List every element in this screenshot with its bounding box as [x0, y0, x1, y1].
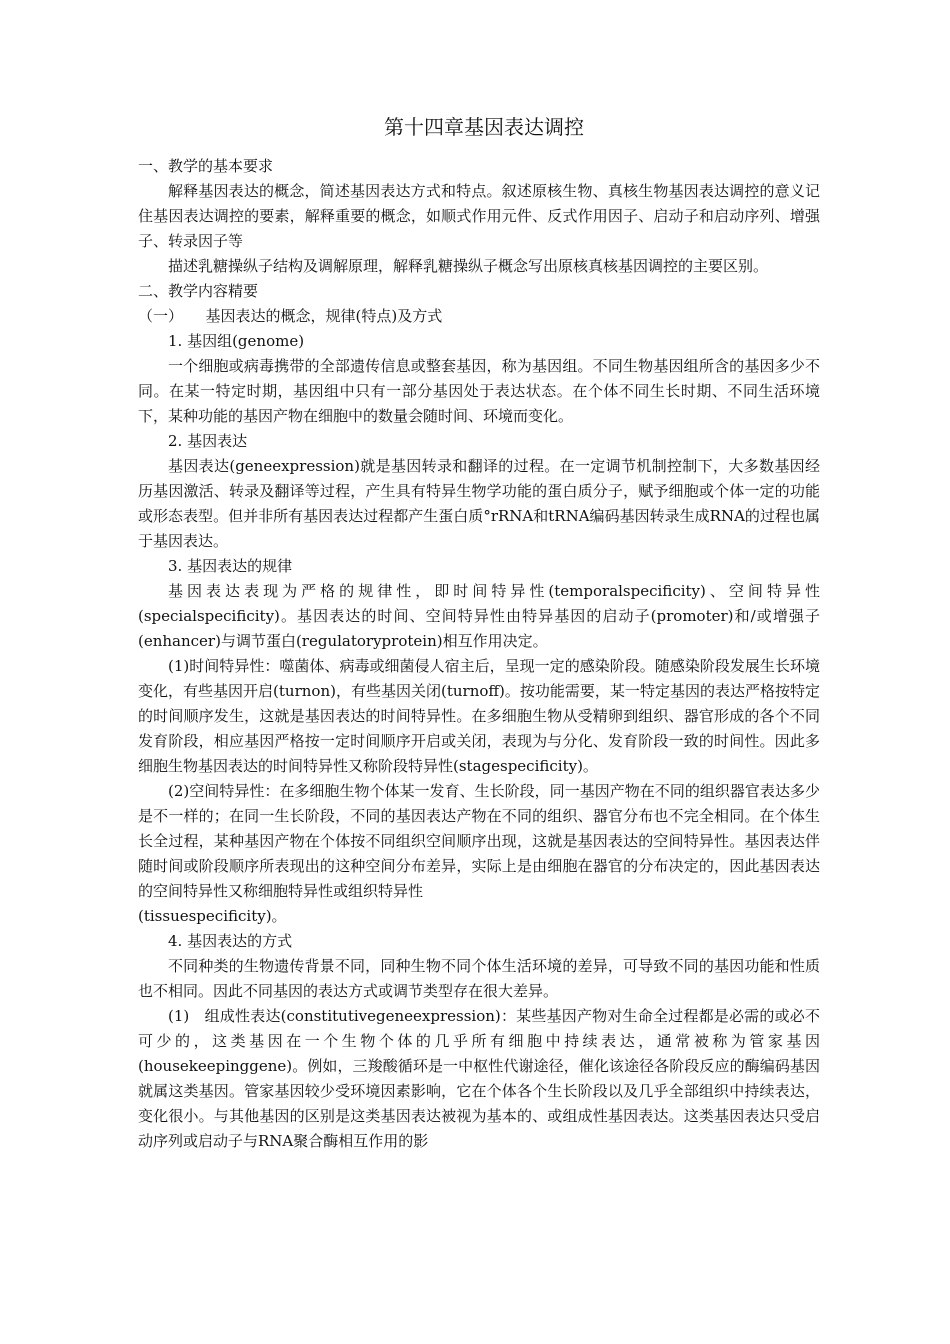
section-heading-content: 二、教学内容精要 — [138, 282, 259, 300]
item-heading-expression: 2. 基因表达 — [168, 432, 248, 450]
item-heading-rules: 3. 基因表达的规律 — [168, 557, 293, 575]
paragraph: 基因表达(geneexpression)就是基因转录和翻译的过程。在一定调节机制控制下，大多数基因经历基因激活、转录及翻译等过程，产生具有特异生物学功能的蛋白质分子，赋予细胞或个体一定的功能或形态表型。但并非所有基因表达过程都产生蛋白质°rRNA和tRNA编码基因转录生成RNA的过程也属于基因表达。 — [138, 457, 820, 550]
item-heading-genome: 1. 基因组(genome) — [168, 332, 305, 350]
paragraph: 解释基因表达的概念，简述基因表达方式和特点。叙述原核生物、真核生物基因表达调控的意义记住基因表达调控的要素，解释重要的概念，如顺式作用元件、反式作用因子、启动子和启动序列、增强子、转录因子等 — [138, 182, 820, 250]
page-title: 第十四章基因表达调控 — [384, 115, 584, 139]
paragraph: (1)时间特异性：噬菌体、病毒或细菌侵人宿主后，呈现一定的感染阶段。随感染阶段发展生长环境变化，有些基因开启(turnon)，有些基因关闭(turnoff)。按功能需要，某一特定基因的表达严格按特定的时间顺序发生，这就是基因表达的时间特异性。在多细胞生物从受精卵到组织、器官形成的各个不同发育阶段，相应基因严格按一定时间顺序开启或关闭，表现为与分化、发育阶段一致的时间性。因此多细胞生物基因表达的时间特异性又称阶段特异性(stagespecificity)。 — [138, 657, 820, 775]
paragraph: 基因表达表现为严格的规律性，即时间特异性(temporalspecificity)、空间特异性(specialspecificity)。基因表达的时间、空间特异性由特异基因的启动子(promoter)和/或增强子(enhancer)与调节蛋白(regulatoryprotein)相互作用决定。 — [138, 582, 820, 650]
item-heading-modes: 4. 基因表达的方式 — [168, 932, 293, 950]
section-heading-requirements: 一、教学的基本要求 — [138, 157, 274, 175]
paragraph: (1) 组成性表达(constitutivegeneexpression)：某些基因产物对生命全过程都是必需的或必不可少的，这类基因在一个生物个体的几乎所有细胞中持续表达，通常被称为管家基因(housekeepinggene)。例如，三羧酸循环是一中枢性代谢途径，催化该途径各阶段反应的酶编码基因就属这类基因。管家基因较少受环境因素影响，它在个体各个生长阶段以及几乎全部组织中持续表达，变化很小。与其他基因的区别是这类基因表达被视为基本的、或组成性基因表达。这类基因表达只受启动序列或启动子与RNA聚合酶相互作用的影 — [138, 1007, 820, 1150]
subsection-heading: （一） 基因表达的概念，规律(特点)及方式 — [138, 307, 443, 325]
paragraph: 不同种类的生物遗传背景不同，同种生物不同个体生活环境的差异，可导致不同的基因功能和性质也不相同。因此不同基因的表达方式或调节类型存在很大差异。 — [138, 957, 820, 1000]
paragraph: (tissuespecificity)。 — [138, 907, 287, 925]
paragraph: 描述乳糖操纵子结构及调解原理，解释乳糖操纵子概念写出原核真核基因调控的主要区别。 — [168, 257, 769, 275]
paragraph: 一个细胞或病毒携带的全部遗传信息或整套基因，称为基因组。不同生物基因组所含的基因多少不同。在某一特定时期，基因组中只有一部分基因处于表达状态。在个体不同生长时期、不同生活环境下，某种功能的基因产物在细胞中的数量会随时间、环境而变化。 — [138, 357, 820, 425]
paragraph: (2)空间特异性：在多细胞生物个体某一发育、生长阶段，同一基因产物在不同的组织器官表达多少是不一样的；在同一生长阶段，不同的基因表达产物在不同的组织、器官分布也不完全相同。在个体生长全过程，某种基因产物在个体按不同组织空间顺序出现，这就是基因表达的空间特异性。基因表达伴随时间或阶段顺序所表现出的这种空间分布差异，实际上是由细胞在器官的分布决定的，因此基因表达的空间特异性又称细胞特异性或组织特异性 — [138, 782, 820, 900]
